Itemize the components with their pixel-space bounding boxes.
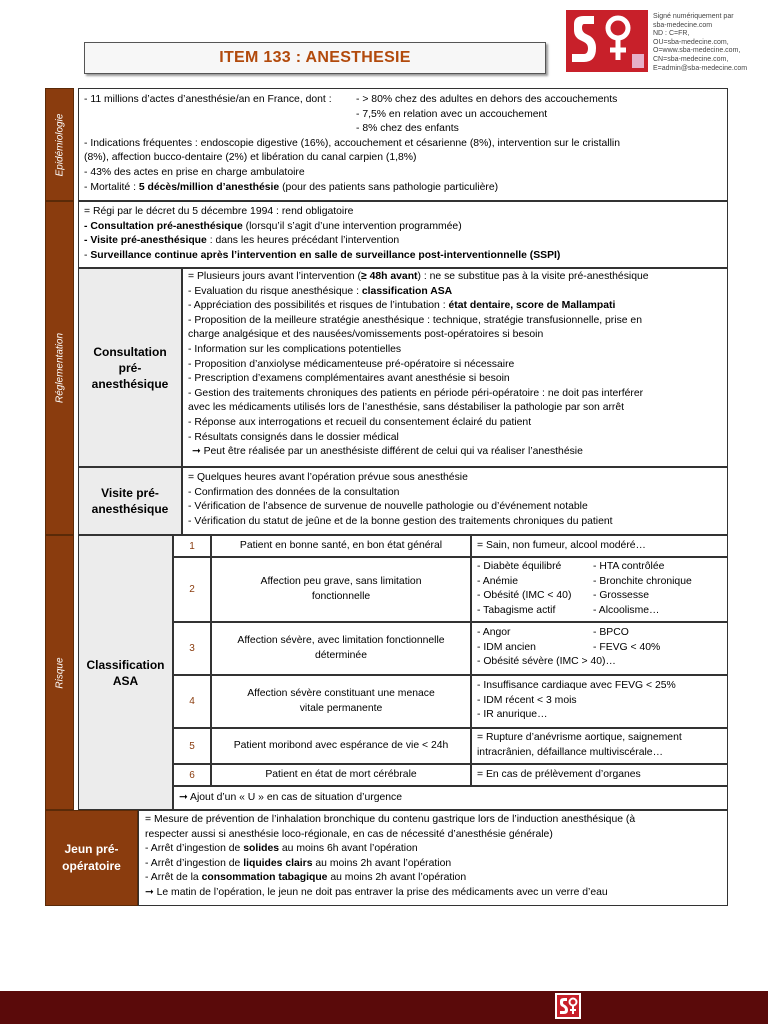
asa-urgence: ➞ Ajout d’un « U » en cas de situation d’urgence (173, 786, 728, 810)
sidebar-reglementation (45, 201, 74, 535)
asa-desc-5: Patient moribond avec espérance de vie < 24h (211, 728, 471, 764)
asa-desc-3: Affection sévère, avec limitation fonctionnelle déterminée (211, 622, 471, 675)
asa-num-2: 2 (173, 557, 211, 622)
footer-bar (0, 991, 768, 1024)
asa-ex-3: - Angor - BPCO - IDM ancien - FEVG < 40% - Obésité sévère (IMC > 40)… (471, 622, 728, 675)
title-box (84, 42, 546, 74)
consultation-label: Consultation pré- anesthésique (78, 268, 182, 467)
asa-ex-5: = Rupture d’anévrisme aortique, saignement intracrânien, défaillance multiviscérale… (471, 728, 728, 764)
reglementation-intro: = Régi par le décret du 5 décembre 1994 : rend obligatoire - Consultation pré-anesthésique (lorsqu’il s’agit d’une intervention programmée) - Visite pré-anesthésique : dans les heures précédant l’intervention - Surveillance continue après l’intervention en salle de surveillance post-interventionnelle (SSPI) (78, 201, 728, 268)
section-label-reglementation: Réglementation (54, 332, 65, 404)
asa-ex-4: - Insuffisance cardiaque avec FEVG < 25% - IDM récent < 3 mois - IR anurique… (471, 675, 728, 728)
asa-num-3: 3 (173, 622, 211, 675)
asa-ex-2: - Diabète équilibré - HTA contrôlée - Anémie - Bronchite chronique - Obésité (IMC < 40) - Grossesse - Tabagisme actif - Alcoolisme… (471, 557, 728, 622)
visite-content: = Quelques heures avant l’opération prévue sous anesthésie - Confirmation des données de la consultation - Vérification de l’absence de survenue de nouvelle pathologie ou d’événement notable - Vérification du statut de jeûne et de la bonne gestion des traitements chroniques du patient (182, 467, 728, 535)
asa-num-5: 5 (173, 728, 211, 764)
section-label-epidemiologie: Epidémiologie (54, 113, 65, 176)
asa-num-6: 6 (173, 764, 211, 786)
sidebar-risque (45, 535, 74, 810)
jeun-label: Jeun pré- opératoire (45, 810, 138, 906)
asa-desc-6: Patient en état de mort cérébrale (211, 764, 471, 786)
consultation-content: = Plusieurs jours avant l’intervention (≥ 48h avant) : ne se substitue pas à la visite pré-anesthésique - Evaluation du risque anesthésique : classification ASA - Appréciation des possibilités et risques de l’intubation : état dentaire, score de Mallampati - Proposition de la meilleure stratégie anesthésique : technique, stratégie transfusionnelle, prise en charge analgésique et des nausées/vomissements post-opératoires si besoin - Information sur les complications potentielles - Proposition d’anxiolyse médicamenteuse pré-opératoire si nécessaire - Prescription d’examens complémentaires avant anesthésie si besoin - Gestion des traitements chroniques des patients en période péri-opératoire : ne doit pas interférer avec les médicaments utilisés lors de l’anesthésie, sans déstabiliser la pathologie par son arrêt - Réponse aux interrogations et recueil du consentement éclairé du patient - Résultats consignés dans le dossier médical ➞ Peut être réalisée par un anesthésiste différent de celui qui va réaliser l’anesthésie (182, 268, 728, 467)
asa-desc-4: Affection sévère constituant une menace vitale permanente (211, 675, 471, 728)
asa-num-4: 4 (173, 675, 211, 728)
asa-desc-2: Affection peu grave, sans limitation fonctionnelle (211, 557, 471, 622)
asa-label: Classification ASA (78, 535, 173, 810)
asa-num-1: 1 (173, 535, 211, 557)
asa-ex-1: = Sain, non fumeur, alcool modéré… (471, 535, 728, 557)
footer-text[interactable]: pour plus des livres gratuits,polycope,Ecn,Residanat... visitez:www.sba-medecine. com (155, 2, 525, 27)
asa-desc-1: Patient en bonne santé, en bon état général (211, 535, 471, 557)
page-title: ITEM 133 : ANESTHESIE (219, 49, 411, 66)
sidebar-epidemiologie (45, 88, 74, 201)
digital-signature: Signé numériquement par sba-medecine.com ND : C=FR, OU=sba-medecine.com, O=www.sba-medecine.com, CN=sba-medecine.com, E=admin@sba-medecine.com (653, 13, 748, 72)
asa-ex-6: = En cas de prélèvement d’organes (471, 764, 728, 786)
jeun-content: = Mesure de prévention de l’inhalation bronchique du contenu gastrique lors de l’induction anesthésique (à respecter aussi si anesthésie loco-régionale, en cas de nécessité d’anesthésie générale) - Arrêt d’ingestion de solides au moins 6h avant l’opération - Arrêt d’ingestion de liquides clairs au moins 2h avant l’opération - Arrêt de la consommation tabagique au moins 2h avant l’opération ➞ Le matin de l’opération, le jeun ne doit pas entraver la prise des médicaments avec un verre d’eau (138, 810, 728, 906)
epidemiologie-content: - 11 millions d’actes d’anesthésie/an en France, dont : - > 80% chez des adultes en dehors des accouchements - 7,5% en relation avec un accouchement - 8% chez des enfants - Indications fréquentes : endoscopie digestive (16%), accouchement et césarienne (8%), intervention sur le cristallin (8%), affection bucco-dentaire (2%) et libération du canal carpien (1,8%) - 43% des actes en prise en charge ambulatoire - Mortalité : 5 décès/million d’anesthésie (pour des patients sans pathologie particulière) (78, 88, 728, 201)
sba-logo-icon (566, 10, 648, 72)
section-label-risque: Risque (54, 656, 65, 689)
visite-label: Visite pré- anesthésique (78, 467, 182, 535)
sba-footer-logo-icon (555, 993, 581, 1019)
